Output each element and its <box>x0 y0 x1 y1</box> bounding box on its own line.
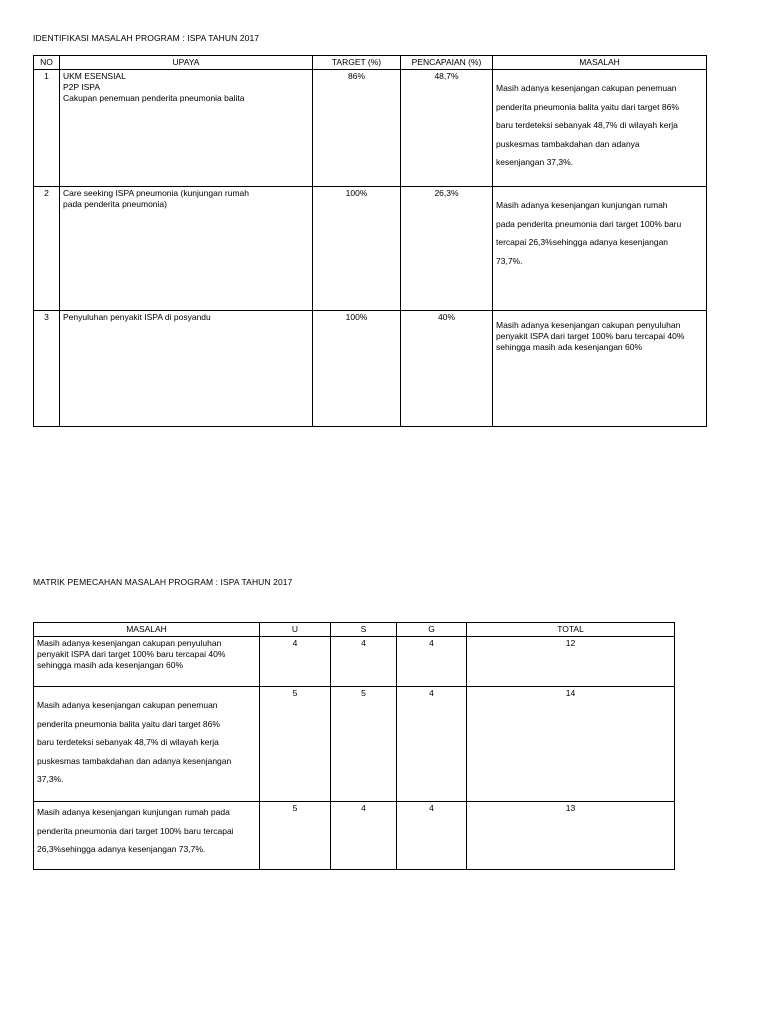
row-masalah: Masih adanya kesenjangan kunjungan rumah pada penderita pneumonia dari target 100% baru tercapai 26,3%sehingga adanya kesenjangan 73,7%. <box>34 802 260 870</box>
matrik-title: MATRIK PEMECAHAN MASALAH PROGRAM : ISPA TAHUN 2017 <box>33 577 293 587</box>
header-no: NO <box>34 56 60 70</box>
table-row <box>34 187 707 311</box>
row-target: 100% <box>313 187 401 311</box>
identifikasi-title: IDENTIFIKASI MASALAH PROGRAM : ISPA TAHUN 2017 <box>33 33 260 43</box>
row-total: 13 <box>467 802 675 870</box>
row-total: 14 <box>467 687 675 802</box>
row-masalah: Masih adanya kesenjangan kunjungan rumah pada penderita pneumonia dari target 100% baru tercapai 26,3%sehingga adanya kesenjangan 73,7%. <box>496 200 682 266</box>
header-g: G <box>397 623 467 637</box>
row-target: 86% <box>313 70 401 187</box>
row-pencapaian: 48,7% <box>401 70 493 187</box>
row-u: 5 <box>260 802 331 870</box>
row-masalah-cell <box>493 311 707 427</box>
row-masalah-cell <box>493 187 707 311</box>
row-upaya: Care seeking ISPA pneumonia (kunjungan rumah pada penderita pneumonia) <box>60 187 313 311</box>
header-total: TOTAL <box>467 623 675 637</box>
header-u: U <box>260 623 331 637</box>
row-s: 4 <box>331 802 397 870</box>
row-total: 12 <box>467 637 675 687</box>
row-masalah: Masih adanya kesenjangan cakupan penyuluhan penyakit ISPA dari target 100% baru tercapai 40% sehingga masih ada kesenjangan 60% <box>496 320 685 352</box>
row-no: 1 <box>34 70 60 187</box>
row-target: 100% <box>313 311 401 427</box>
header-s: S <box>331 623 397 637</box>
row-u: 5 <box>260 687 331 802</box>
row-upaya: Penyuluhan penyakit ISPA di posyandu <box>60 311 313 427</box>
header-masalah: MASALAH <box>493 56 707 70</box>
table-row <box>34 637 675 687</box>
row-g: 4 <box>397 637 467 687</box>
table-row <box>34 802 675 870</box>
table-row <box>34 311 707 427</box>
row-masalah: Masih adanya kesenjangan cakupan penemuan penderita pneumonia balita yaitu dari target 86% baru terdeteksi sebanyak 48,7% di wilayah kerja puskesmas tambakdahan dan adanya kesenjangan 37,3%. <box>37 700 232 784</box>
row-pencapaian: 40% <box>401 311 493 427</box>
table-row <box>34 70 707 187</box>
spacer <box>496 312 703 320</box>
row-s: 4 <box>331 637 397 687</box>
row-s: 5 <box>331 687 397 802</box>
spacer <box>37 688 256 696</box>
table-row <box>34 687 675 802</box>
row-masalah-cell <box>493 70 707 187</box>
row-masalah: Masih adanya kesenjangan cakupan penemuan penderita pneumonia balita yaitu dari target 86% baru terdeteksi sebanyak 48,7% di wilayah kerja puskesmas tambakdahan dan adanya kesenjangan 37,3%. <box>496 83 679 167</box>
row-pencapaian: 26,3% <box>401 187 493 311</box>
row-no: 2 <box>34 187 60 311</box>
row-no: 3 <box>34 311 60 427</box>
header-masalah: MASALAH <box>34 623 260 637</box>
row-u: 4 <box>260 637 331 687</box>
row-upaya: UKM ESENSIAL P2P ISPA Cakupan penemuan penderita pneumonia balita <box>60 70 313 187</box>
matrik-table <box>33 622 675 870</box>
table-header-row <box>34 56 707 70</box>
row-masalah: Masih adanya kesenjangan cakupan penyuluhan penyakit ISPA dari target 100% baru tercapai 40% sehingga masih ada kesenjangan 60% <box>34 637 260 687</box>
identifikasi-table <box>33 55 707 427</box>
row-g: 4 <box>397 802 467 870</box>
row-g: 4 <box>397 687 467 802</box>
header-pencapaian: PENCAPAIAN (%) <box>401 56 493 70</box>
spacer <box>496 71 703 79</box>
row-masalah-cell <box>34 687 260 802</box>
header-target: TARGET (%) <box>313 56 401 70</box>
header-upaya: UPAYA <box>60 56 313 70</box>
spacer <box>496 188 703 196</box>
table-header-row <box>34 623 675 637</box>
